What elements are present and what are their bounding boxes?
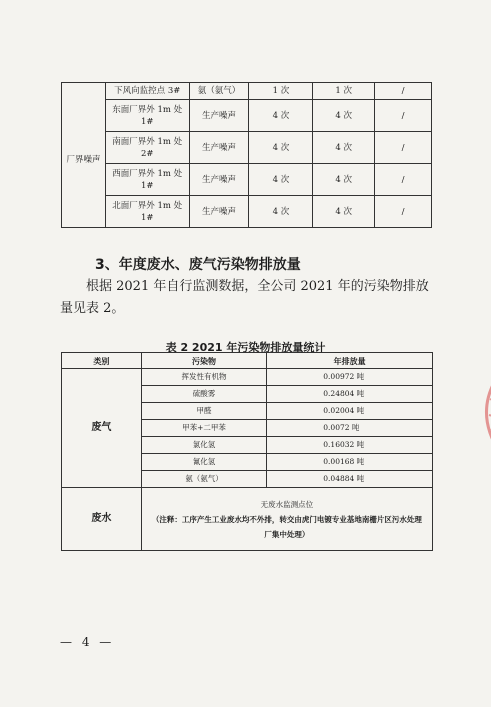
pollutant-cell: 挥发性有机物 xyxy=(141,369,267,386)
seal-stamp-fragment xyxy=(462,365,491,455)
water-note-cell xyxy=(141,488,432,551)
page-number: — 4 — xyxy=(60,635,115,649)
header-amount: 年排放量 xyxy=(267,353,433,369)
frequency-2: 4 次 xyxy=(313,132,375,164)
note-cell: / xyxy=(375,100,432,132)
pollutant-cell: 氰化氢 xyxy=(141,454,267,471)
frequency-1: 4 次 xyxy=(249,132,313,164)
monitor-item: 生产噪声 xyxy=(189,196,249,228)
frequency-1: 1 次 xyxy=(249,83,313,100)
pollutant-cell: 硫酸雾 xyxy=(141,386,267,403)
monitor-item: 氨（氨气） xyxy=(189,83,249,100)
table-row xyxy=(62,83,432,100)
table-row xyxy=(62,164,432,196)
note-cell: / xyxy=(375,83,432,100)
frequency-1: 4 次 xyxy=(249,196,313,228)
water-annotation: （注释：工序产生工业废水均不外排，转交由虎门电镀专业基地南栅片区污水处理厂集中处理） xyxy=(151,514,422,539)
amount-cell: 0.0072 吨 xyxy=(267,420,433,437)
amount-cell: 0.04884 吨 xyxy=(267,471,433,488)
table-row xyxy=(62,132,432,164)
section-paragraph: 根据 2021 年自行监测数据，全公司 2021 年的污染物排放量见表 2。 xyxy=(60,279,429,316)
note-cell: / xyxy=(375,132,432,164)
monitor-item: 生产噪声 xyxy=(189,100,249,132)
section-heading: 3、年度废水、废气污染物排放量 xyxy=(95,257,301,273)
water-status: 无废水监测点位 xyxy=(260,499,314,509)
table-row xyxy=(62,369,433,386)
frequency-2: 4 次 xyxy=(313,196,375,228)
water-category-cell: 废水 xyxy=(62,488,142,551)
monitor-point: 北面厂界外 1m 处 1# xyxy=(105,196,189,228)
note-cell: / xyxy=(375,164,432,196)
table-row xyxy=(62,196,432,228)
amount-cell: 0.24804 吨 xyxy=(267,386,433,403)
frequency-1: 4 次 xyxy=(249,100,313,132)
table-row xyxy=(62,488,433,551)
noise-category-label: 厂界噪声 xyxy=(66,155,101,165)
monitor-point: 西面厂界外 1m 处 1# xyxy=(105,164,189,196)
note-cell: / xyxy=(375,196,432,228)
table-caption: 表 2 2021 年污染物排放量统计 xyxy=(165,341,326,354)
table-row xyxy=(62,100,432,132)
amount-cell: 0.00972 吨 xyxy=(267,369,433,386)
monitor-item: 生产噪声 xyxy=(189,164,249,196)
pollutant-cell: 氨（氨气） xyxy=(141,471,267,488)
pollutant-cell: 氯化氢 xyxy=(141,437,267,454)
noise-monitoring-table xyxy=(61,82,432,228)
header-category: 类别 xyxy=(62,353,142,369)
monitor-point: 东面厂界外 1m 处 1# xyxy=(105,100,189,132)
amount-cell: 0.02004 吨 xyxy=(267,403,433,420)
frequency-2: 4 次 xyxy=(313,164,375,196)
amount-cell: 0.00168 吨 xyxy=(267,454,433,471)
header-pollutant: 污染物 xyxy=(141,353,267,369)
frequency-2: 1 次 xyxy=(313,83,375,100)
gas-category-cell: 废气 xyxy=(62,369,142,488)
emissions-table xyxy=(61,352,433,551)
frequency-2: 4 次 xyxy=(313,100,375,132)
pollutant-cell: 甲醛 xyxy=(141,403,267,420)
pollutant-cell: 甲苯+二甲苯 xyxy=(141,420,267,437)
monitor-point: 下风向监控点 3# xyxy=(105,83,189,100)
amount-cell: 0.16032 吨 xyxy=(267,437,433,454)
frequency-1: 4 次 xyxy=(249,164,313,196)
table-header-row xyxy=(62,353,433,369)
monitor-item: 生产噪声 xyxy=(189,132,249,164)
monitor-point: 南面厂界外 1m 处 2# xyxy=(105,132,189,164)
